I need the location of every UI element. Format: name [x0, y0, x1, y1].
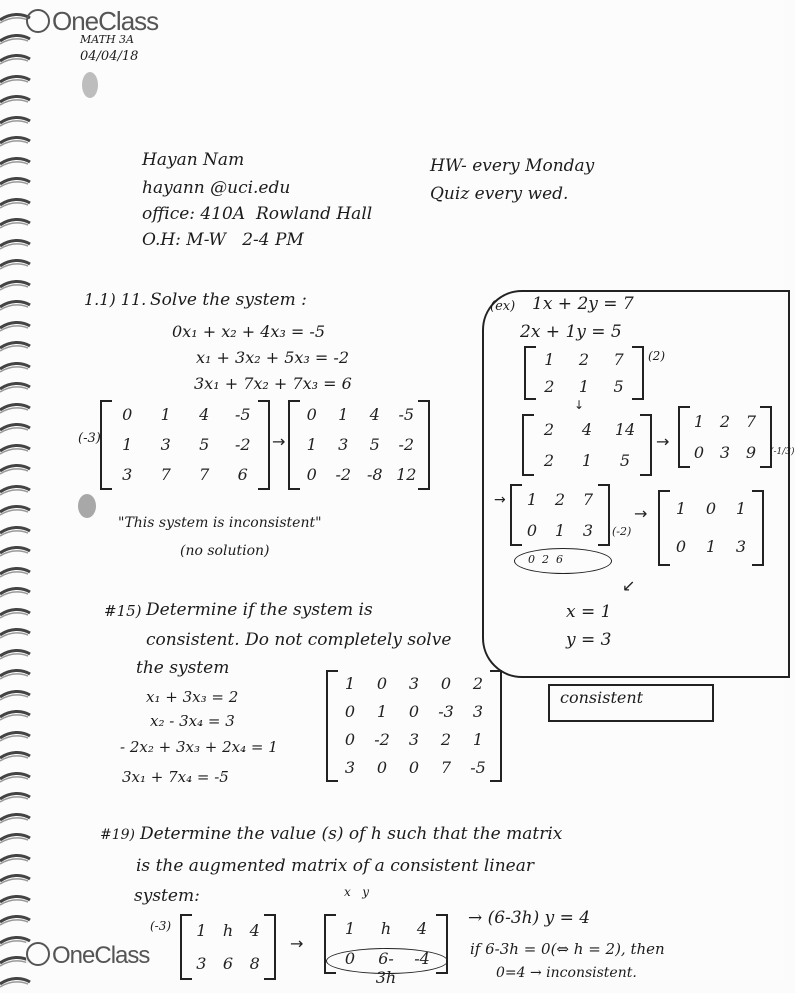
- matrix-row: [678, 412, 772, 431]
- p11-equation-1: 0x₁ + x₂ + 4x₃ = -5: [172, 322, 325, 341]
- spiral-coil: [0, 133, 30, 147]
- example-matrix-4: [510, 484, 610, 546]
- matrix-row: [326, 758, 502, 777]
- matrix-cell: -8: [366, 465, 383, 484]
- matrix-cell: 4: [581, 419, 593, 439]
- matrix-row: [522, 420, 652, 439]
- matrix-cell: -2: [335, 465, 352, 484]
- matrix-cell: 3: [196, 953, 207, 973]
- spiral-coil: [0, 728, 30, 742]
- spiral-coil: [0, 646, 30, 660]
- matrix-cell: 1: [693, 411, 705, 431]
- matrix-cell: 1: [581, 450, 593, 470]
- matrix-cell: 0: [306, 465, 317, 484]
- matrix-cell: 0: [376, 758, 388, 777]
- matrix-cell: 3: [408, 674, 420, 693]
- matrix-cell: 2: [543, 450, 555, 470]
- p19-col-labels: x y: [344, 885, 369, 899]
- p15-equation-2: x₂ - 3x₄ = 3: [150, 712, 235, 730]
- spiral-coil: [0, 441, 30, 455]
- spiral-coil: [0, 810, 30, 824]
- p15-equation-3: - 2x₂ + 3x₃ + 2x₄ = 1: [120, 738, 278, 756]
- matrix-cell: 0: [122, 405, 133, 424]
- matrix-cell: 1: [526, 489, 538, 509]
- matrix-cell: 2: [544, 376, 555, 396]
- matrix-cell: 5: [619, 450, 631, 470]
- matrix-cell: 8: [249, 953, 260, 973]
- spiral-coil: [0, 892, 30, 906]
- spiral-coil: [0, 830, 30, 844]
- matrix-cell: 3: [160, 435, 171, 454]
- problem-11-label: 1.1) 11.: [84, 290, 147, 309]
- spiral-coil: [0, 400, 30, 414]
- matrix-cell: -4: [414, 949, 430, 968]
- spiral-coil: [0, 564, 30, 578]
- matrix-cell: 3: [344, 758, 356, 777]
- p19-prompt-3: system:: [134, 886, 200, 906]
- matrix-cell: 1: [344, 919, 356, 938]
- matrix-cell: 4: [199, 405, 210, 424]
- matrix-cell: 3: [122, 465, 133, 484]
- spiral-coil: [0, 974, 30, 988]
- example-m3-mult: (-1/3): [770, 447, 795, 457]
- arrow-icon: →: [272, 432, 286, 451]
- p19-prompt-2: is the augmented matrix of a consistent linear: [136, 856, 535, 876]
- problem-11-prompt: Solve the system :: [150, 290, 307, 310]
- matrix-cell: 1: [338, 405, 349, 424]
- spiral-coil: [0, 748, 30, 762]
- logo-text: OneClass: [52, 6, 159, 36]
- matrix-cell: 1: [306, 435, 317, 454]
- matrix-cell: 1: [122, 435, 133, 454]
- down-arrow-icon: ↓: [574, 398, 585, 412]
- matrix-cell: 7: [613, 349, 624, 369]
- matrix-cell: 2: [543, 419, 555, 439]
- matrix-row: [324, 919, 448, 938]
- spiral-coil: [0, 420, 30, 434]
- matrix-cell: 0: [376, 674, 388, 693]
- arrow-icon: →: [656, 432, 670, 451]
- course-label: MATH 3A: [80, 33, 134, 46]
- p19-prompt-1: Determine the value (s) of h such that the matrix: [140, 824, 563, 844]
- matrix-cell: 0: [344, 949, 356, 968]
- matrix-cell: 3: [338, 435, 349, 454]
- matrix-row: [658, 499, 764, 518]
- matrix-cell: 7: [160, 465, 171, 484]
- example-m1-mult: (2): [648, 349, 665, 363]
- quiz-note: Quiz every wed.: [430, 184, 569, 204]
- matrix-cell: 1: [376, 702, 388, 721]
- spiral-coil: [0, 502, 30, 516]
- spiral-coil: [0, 871, 30, 885]
- matrix-cell: 0: [526, 520, 538, 540]
- punch-hole: [78, 494, 96, 518]
- spiral-coil: [0, 461, 30, 475]
- p11-conclusion: "This system is inconsistent": [118, 515, 322, 531]
- spiral-coil: [0, 379, 30, 393]
- spiral-coil: [0, 851, 30, 865]
- date-label: 04/04/18: [80, 49, 139, 64]
- spiral-coil: [0, 707, 30, 721]
- problem-15-label: #15): [104, 602, 142, 620]
- matrix-cell: 6: [222, 953, 234, 973]
- matrix-cell: 9: [745, 442, 757, 462]
- spiral-coil: [0, 789, 30, 803]
- spiral-coil: [0, 113, 30, 127]
- example-eq-2: 2x + 1y = 5: [520, 322, 622, 342]
- oneclass-footer-logo: [26, 942, 149, 970]
- spiral-coil: [0, 912, 30, 926]
- spiral-coil: [0, 72, 30, 86]
- spiral-coil: [0, 277, 30, 291]
- matrix-cell: 1: [554, 520, 566, 540]
- circled-row: [326, 948, 448, 974]
- matrix-cell: 0: [344, 730, 356, 749]
- example-x-result: x = 1: [566, 602, 612, 622]
- p19-result-2: if 6-3h = 0(⇔ h = 2), then: [470, 940, 665, 958]
- matrix-cell: 0: [705, 499, 717, 518]
- spiral-coil: [0, 174, 30, 188]
- matrix-cell: 0: [440, 674, 452, 693]
- matrix-cell: 7: [440, 758, 452, 777]
- spiral-coil: [0, 687, 30, 701]
- matrix-cell: -5: [470, 758, 486, 777]
- matrix-cell: 1: [472, 730, 484, 749]
- matrix-row: [288, 435, 430, 454]
- matrix-cell: 7: [199, 465, 210, 484]
- matrix-cell: -2: [398, 435, 415, 454]
- matrix-cell: -5: [398, 405, 415, 424]
- matrix-row: [524, 350, 644, 369]
- instructor-name: Hayan Nam: [142, 150, 245, 170]
- matrix-cell: 4: [416, 919, 428, 938]
- matrix-cell: 6-3h: [375, 949, 397, 987]
- logo-ring-icon: [26, 9, 50, 33]
- spiral-coil: [0, 256, 30, 270]
- p11-note: (no solution): [180, 543, 270, 559]
- example-eq-1: 1x + 2y = 7: [532, 294, 634, 314]
- matrix-cell: 7: [582, 489, 594, 509]
- p19-multiplier: (-3): [150, 919, 172, 933]
- matrix-cell: -5: [234, 405, 251, 424]
- example-matrix-5: [658, 490, 764, 566]
- matrix-cell: 1: [544, 349, 555, 369]
- spiral-coil: [0, 605, 30, 619]
- matrix-cell: 0: [693, 442, 705, 462]
- matrix-cell: -2: [374, 730, 390, 749]
- p15-prompt-2: consistent. Do not completely solve: [146, 630, 452, 650]
- p15-answer: consistent: [560, 688, 644, 707]
- matrix-row: [288, 465, 430, 484]
- p19-result-1: → (6-3h) y = 4: [468, 908, 591, 928]
- spiral-coil: [0, 482, 30, 496]
- arrow-icon: →: [290, 934, 304, 953]
- matrix-cell: h: [222, 920, 234, 940]
- arrow-icon: →: [634, 504, 648, 523]
- spiral-coil: [0, 154, 30, 168]
- logo-text: OneClass: [52, 942, 150, 969]
- matrix-cell: 12: [396, 465, 417, 484]
- spiral-coil: [0, 297, 30, 311]
- matrix-cell: h: [380, 919, 392, 938]
- logo-ring-icon: [26, 942, 50, 966]
- p11-matrix-b: [288, 400, 430, 490]
- matrix-row: [658, 537, 764, 556]
- p15-prompt-1: Determine if the system is: [146, 600, 373, 620]
- problem-19-label: #19): [100, 827, 136, 843]
- matrix-cell: 5: [369, 435, 380, 454]
- matrix-cell: 2: [578, 349, 590, 369]
- p19-matrix-a: [180, 914, 276, 980]
- matrix-row: [522, 451, 652, 470]
- matrix-cell: -2: [234, 435, 251, 454]
- matrix-cell: 5: [199, 435, 210, 454]
- matrix-cell: 1: [196, 920, 207, 940]
- curved-arrow-icon: ↙: [622, 576, 636, 595]
- office-hours: O.H: M-W 2-4 PM: [142, 230, 304, 250]
- example-matrix-1: [524, 346, 644, 400]
- punch-hole: [82, 72, 98, 98]
- example-matrix-2: [522, 414, 652, 476]
- spiral-coil: [0, 666, 30, 680]
- spiral-coil: [0, 543, 30, 557]
- matrix-cell: 1: [578, 376, 590, 396]
- matrix-row: [524, 377, 644, 396]
- p15-matrix: [326, 670, 502, 782]
- spiral-coil: [0, 318, 30, 332]
- matrix-cell: 0: [306, 405, 317, 424]
- matrix-cell: 0: [408, 702, 420, 721]
- p11-matrix-a: [100, 400, 270, 490]
- example-y-result: y = 3: [566, 630, 612, 650]
- matrix-cell: 1: [344, 674, 356, 693]
- matrix-cell: 2: [554, 489, 566, 509]
- hw-note: HW- every Monday: [430, 156, 595, 176]
- spiral-coil: [0, 92, 30, 106]
- matrix-cell: 4: [249, 920, 260, 940]
- p11-multiplier: (-3): [78, 431, 101, 446]
- matrix-row: [100, 465, 270, 484]
- example-matrix-3: [678, 406, 772, 468]
- spiral-coil: [0, 523, 30, 537]
- matrix-cell: 1: [705, 537, 717, 556]
- matrix-row: [510, 521, 610, 540]
- matrix-cell: 1: [160, 405, 171, 424]
- spiral-coil: [0, 359, 30, 373]
- spiral-coil: [0, 584, 30, 598]
- spiral-coil: [0, 625, 30, 639]
- matrix-cell: 2: [440, 730, 452, 749]
- spiral-coil: [0, 195, 30, 209]
- spiral-coil: [0, 236, 30, 250]
- matrix-row: [180, 954, 276, 973]
- p15-equation-4: 3x₁ + 7x₄ = -5: [122, 768, 229, 786]
- spiral-coil: [0, 338, 30, 352]
- matrix-cell: 5: [613, 376, 624, 396]
- matrix-cell: 2: [472, 674, 484, 693]
- p19-result-3: 0=4 → inconsistent.: [496, 965, 637, 981]
- matrix-cell: 1: [675, 499, 687, 518]
- matrix-cell: 7: [745, 411, 757, 431]
- matrix-cell: 3: [735, 537, 747, 556]
- arrow-icon: →: [494, 492, 506, 508]
- matrix-cell: 2: [719, 411, 731, 431]
- matrix-row: [326, 730, 502, 749]
- matrix-cell: 1: [735, 499, 747, 518]
- matrix-row: [678, 443, 772, 462]
- spiral-coil: [0, 215, 30, 229]
- example-label: (ex): [490, 299, 516, 314]
- p11-equation-2: x₁ + 3x₂ + 5x₃ = -2: [196, 348, 349, 367]
- p15-equation-1: x₁ + 3x₃ = 2: [146, 688, 239, 706]
- matrix-cell: 4: [369, 405, 380, 424]
- matrix-row: [326, 674, 502, 693]
- example-m4-mult: (-2): [612, 525, 632, 538]
- matrix-cell: 3: [719, 442, 731, 462]
- matrix-row: [100, 405, 270, 424]
- matrix-row: [510, 490, 610, 509]
- instructor-email: hayann @uci.edu: [142, 178, 291, 198]
- matrix-row: [288, 405, 430, 424]
- matrix-row: [180, 921, 276, 940]
- p15-prompt-3: the system: [136, 658, 230, 678]
- matrix-cell: 6: [237, 465, 248, 484]
- matrix-row: [100, 435, 270, 454]
- matrix-cell: 3: [582, 520, 594, 540]
- spiral-coil: [0, 51, 30, 65]
- matrix-row: [326, 702, 502, 721]
- matrix-cell: 0: [344, 702, 356, 721]
- matrix-cell: -3: [438, 702, 454, 721]
- matrix-cell: 0: [408, 758, 420, 777]
- instructor-office: office: 410A Rowland Hall: [142, 204, 373, 224]
- circled-row-text: 0 2 6: [528, 553, 563, 566]
- matrix-cell: 14: [614, 419, 636, 439]
- p11-equation-3: 3x₁ + 7x₂ + 7x₃ = 6: [194, 374, 352, 393]
- spiral-coil: [0, 769, 30, 783]
- matrix-cell: 3: [472, 702, 484, 721]
- matrix-cell: 3: [408, 730, 420, 749]
- matrix-cell: 0: [675, 537, 687, 556]
